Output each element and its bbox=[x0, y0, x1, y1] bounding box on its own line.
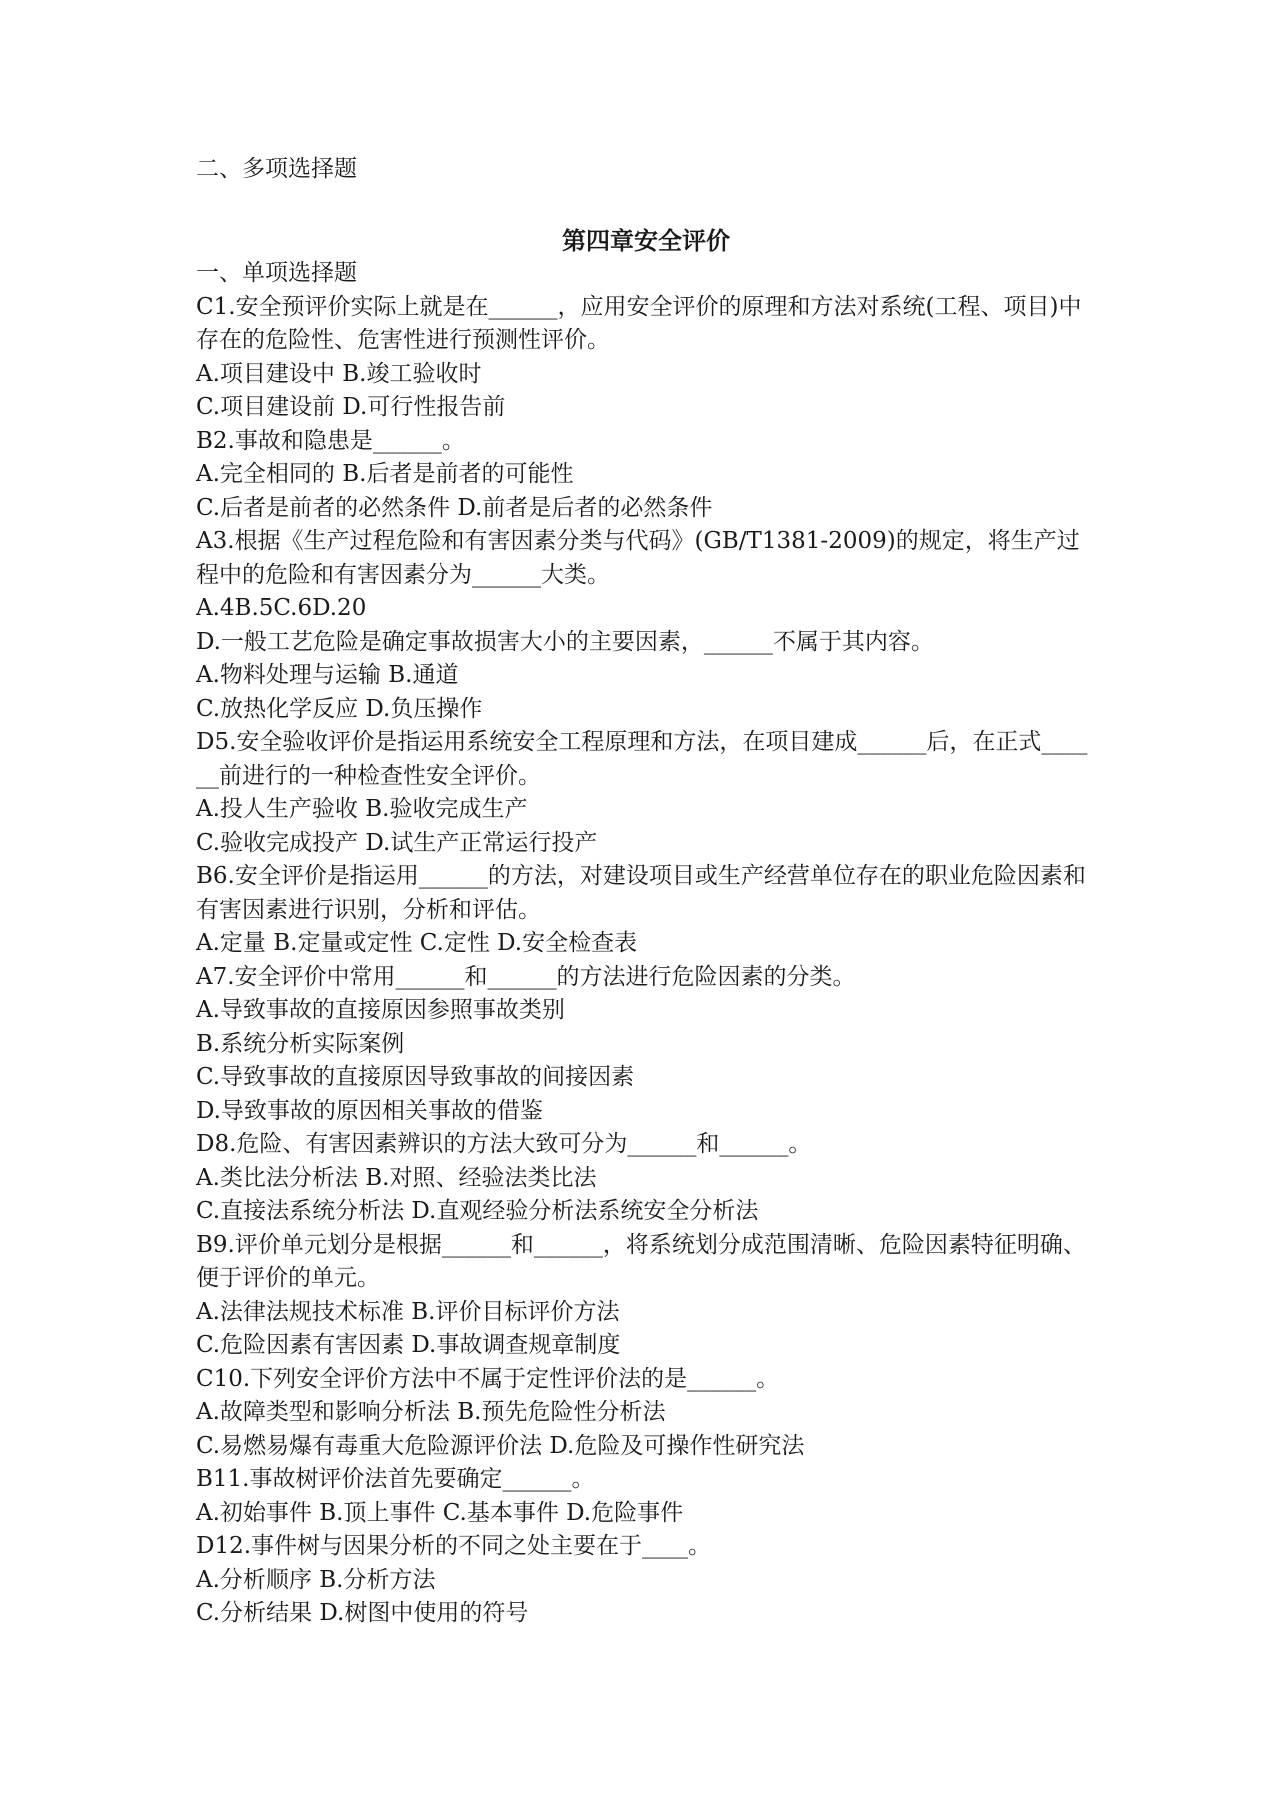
question-option: A.法律法规技术标准 B.评价目标评价方法 bbox=[196, 1298, 620, 1325]
question-10 bbox=[196, 1363, 1096, 1464]
question-stem: D.一般工艺危险是确定事故损害大小的主要因素，______不属于其内容。 bbox=[196, 628, 934, 655]
question-option: A.投人生产验收 B.验收完成生产 bbox=[196, 796, 528, 822]
question-option: A.项目建设中 B.竣工验收时 bbox=[196, 360, 482, 387]
question-stem: C10.下列安全评价方法中不属于定性评价法的是______。 bbox=[196, 1365, 780, 1392]
question-2 bbox=[196, 425, 1096, 526]
question-option: C.验收完成投产 D.试生产正常运行投产 bbox=[196, 829, 598, 856]
question-stem: D8.危险、有害因素辨识的方法大致可分为______和______。 bbox=[196, 1131, 812, 1157]
question-1 bbox=[196, 291, 1096, 425]
question-option: D.导致事故的原因相关事故的借鉴 bbox=[196, 1097, 543, 1124]
question-stem: B9.评价单元划分是根据______和______，将系统划分成范围清晰、危险因素特征明确、便于评价的单元。 bbox=[196, 1231, 1086, 1291]
question-stem: D5.安全验收评价是指运用系统安全工程原理和方法，在项目建成______后，在正式______前进行的一种检查性安全评价。 bbox=[196, 729, 1088, 789]
question-option: A.4B.5C.6D.20 bbox=[196, 595, 367, 621]
question-option: C.项目建设前 D.可行性报告前 bbox=[196, 394, 506, 420]
question-5 bbox=[196, 726, 1096, 860]
question-6 bbox=[196, 860, 1096, 961]
question-11 bbox=[196, 1463, 1096, 1530]
question-option: C.分析结果 D.树图中使用的符号 bbox=[196, 1600, 529, 1626]
question-12 bbox=[196, 1530, 1096, 1631]
question-option: A.故障类型和影响分析法 B.预先危险性分析法 bbox=[196, 1399, 666, 1425]
question-option: C.后者是前者的必然条件 D.前者是后者的必然条件 bbox=[196, 494, 713, 521]
section-heading-single-choice: 一、单项选择题 bbox=[196, 260, 357, 286]
chapter-title: 第四章安全评价 bbox=[562, 225, 730, 255]
question-stem: B2.事故和隐患是______。 bbox=[196, 427, 465, 454]
question-9 bbox=[196, 1229, 1096, 1363]
question-stem: C1.安全预评价实际上就是在______，应用安全评价的原理和方法对系统(工程、项目)中存在的危险性、危害性进行预测性评价。 bbox=[196, 293, 1082, 353]
question-option: C.导致事故的直接原因导致事故的间接因素 bbox=[196, 1064, 635, 1090]
question-8 bbox=[196, 1128, 1096, 1229]
question-stem: A3.根据《生产过程危险和有害因素分类与代码》(GB/T1381-2009)的规定，将生产过程中的危险和有害因素分为______大类。 bbox=[196, 528, 1080, 588]
question-option: C.直接法系统分析法 D.直观经验分析法系统安全分析法 bbox=[196, 1198, 759, 1224]
question-option: A.导致事故的直接原因参照事故类别 bbox=[196, 997, 565, 1023]
question-stem: B6.安全评价是指运用______的方法，对建设项目或生产经营单位存在的职业危险因素和有害因素进行识别，分析和评估。 bbox=[196, 863, 1086, 923]
question-7 bbox=[196, 961, 1096, 1129]
question-option: A.物料处理与运输 B.通道 bbox=[196, 662, 459, 688]
question-stem: D12.事件树与因果分析的不同之处主要在于____。 bbox=[196, 1533, 712, 1559]
section-heading-multiple-choice: 二、多项选择题 bbox=[196, 156, 357, 182]
question-option: C.危险因素有害因素 D.事故调查规章制度 bbox=[196, 1332, 621, 1358]
question-option: B.系统分析实际案例 bbox=[196, 1030, 405, 1057]
question-option: A.类比法分析法 B.对照、经验法类比法 bbox=[196, 1164, 597, 1191]
question-option: A.分析顺序 B.分析方法 bbox=[196, 1566, 436, 1593]
question-option: A.完全相同的 B.后者是前者的可能性 bbox=[196, 461, 574, 487]
question-option: C.放热化学反应 D.负压操作 bbox=[196, 695, 483, 722]
question-3 bbox=[196, 525, 1096, 626]
question-stem: A7.安全评价中常用______和______的方法进行危险因素的分类。 bbox=[196, 963, 856, 990]
question-option: A.定量 B.定量或定性 C.定性 D.安全检查表 bbox=[196, 930, 638, 956]
question-stem: B11.事故树评价法首先要确定______。 bbox=[196, 1466, 595, 1492]
question-4 bbox=[196, 626, 1096, 727]
document-content bbox=[196, 153, 1096, 1631]
question-option: C.易燃易爆有毒重大危险源评价法 D.危险及可操作性研究法 bbox=[196, 1432, 805, 1459]
question-option: A.初始事件 B.顶上事件 C.基本事件 D.危险事件 bbox=[196, 1499, 684, 1526]
